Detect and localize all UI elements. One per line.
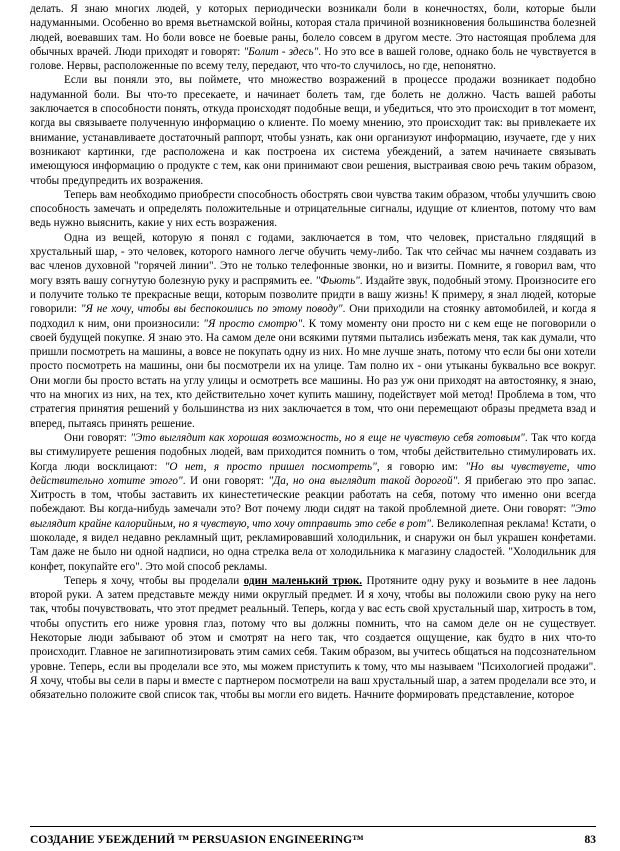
paragraph-text: . Так что когда вы стимулируете решения подобных людей, вам приходится помнить о том, чтобы действительно стимулировать их. Когда люди восклицают: [30,431,597,473]
paragraph-text: . К тому моменту они просто ни с кем еще не поговорили о своей будущей покупке. Я знаю это. На самом деле они всякими путями пытались избежать меня, так как думали, что пришли посмотреть на машины, а вовсе не покупать одну из них. Но мне лучше знать, потому что если бы они хотели просто посмотреть на машины, они бы посмотрели их на улице. Там полно их - они утыканы буквально все вокруг. Они могли бы просто встать на углу улицы и осмотреть все машины. Но раз уж они приходят на автостоянку, я знаю, что на многих из них, на тех, кто действительно хочет купить машину, подействует мой метод! Проблема в том, что стратегия принятия решений у большинства из них заключается в том, что они перемещают образы предмета взад и вперед, пытаясь принять решение. [30,317,597,430]
quoted-speech: "Да, но она выглядит такой дорогой" [268,474,458,487]
quoted-speech: "Это выглядит как хорошая возможность, но я еще не чувствую себя готовым" [130,431,525,444]
page-footer [30,826,596,846]
paragraph-text: , я говорю им: [376,460,466,473]
page-body [30,2,596,703]
paragraph-text: Протяните одну руку и возьмите в нее ладонь второй руки. А затем представьте между ними округлый предмет. И я хочу, чтобы вы положили свою руку на него так, чтобы почувствовать, что этот предмет реальный. Теперь, когда у вас есть свой хрустальный шар, хитрость в том, чтобы опустить его ниже уровня глаз, потому что вы должны помнить, что на самом деле он не существует. Некоторые люди забывают об этом и смотрят на него так, что создается ощущение, как будто в них что-то происходит. Главное не загипнотизировать этим самих себя. Таким образом, вы учитесь общаться на подсознательном уровне. Теперь, если вы проделали все это, мы можем приступить к тому, что мы называем "Психологией продажи". Я хочу, чтобы вы сели в пары и вместе с партнером посмотрели на ваш хрустальный шар, а затем проделали все это, и обязательно положите свой список так, чтобы вы могли его видеть. Начните формировать представление, которое [30,574,596,702]
footer-book-title: СОЗДАНИЕ УБЕЖДЕНИЙ ™ PERSUASION ENGINEERING™ [30,834,364,846]
body-paragraph [30,431,596,574]
quoted-speech: "Это выглядит крайне калорийным, но я чувствую, что хочу отправить это себе в рот" [30,503,596,530]
paragraph-text: делать. Я знаю многих людей, у которых периодически возникали боли в конечностях, боли, которые были надуманными. Особенно во время вьетнамской войны, которая стала причиной возникновения большинства болезней людей, воевавших там. Но боли вовсе не боевые раны, болело совсем в другом месте. Это настоящая проблема для обычных врачей. Люди приходят и говорят: [30,3,596,58]
body-paragraph [30,2,596,73]
paragraph-text: . И они говорят: [182,474,269,487]
paragraph-text: Они говорят: [64,431,131,444]
paragraph-text: . Издайте звук, подобный этому. Произносите его и получите только те прекрасные вещи, которым позволите придти в вашу жизнь! К примеру, я знал людей, которые говорили: [30,274,596,316]
body-paragraph [30,188,596,231]
quoted-speech: "Я просто смотрю" [203,317,303,330]
paragraph-text: Если вы поняли это, вы поймете, что множество возражений в процессе продажи возникает подобно надуманной боли. Вы что-то пресекаете, и начинает болеть там, где болеть не должно. Часть вашей работы заключается в способности понять, откуда происходят подобные вещи, и убедиться, что это происходит в тот момент, когда вы связываете полученную информацию о клиенте. По моему мнению, это происходит так: вы привлекаете их внимание, устанавливаете достаточный раппорт, чтобы узнать, как они организуют информацию, изучаете, где у них возникают картинки, где расположена и как построена их система убеждений, а затем начинаете связывать имеющуюся информацию о продукте с тем, как они принимают свои решения, выстраивая свою речь таким образом, чтобы предупредить их возражения. [30,74,596,187]
paragraph-text: Теперь я хочу, чтобы вы проделали [64,574,244,587]
quoted-speech: "Но вы чувствуете, что действительно хотите этого" [30,460,596,487]
paragraph-text: . Я прибегаю это про запас. Хитрость в том, чтобы заставить их кинестетические реакции работать на себя, потому что именно они всегда побеждают. Вы когда-нибудь замечали это? Вот почему люди сидят на такой проблемной диете. Они говорят: [30,474,597,516]
body-paragraph [30,574,596,703]
paragraph-text: Теперь вам необходимо приобрести способность обострять свои чувства таким образом, чтобы улучшить свою способность замечать и определять положительные и отрицательные сигналы, идущие от клиентов, потому что вам ведь нужно выяснить, какие у них есть возражения. [30,188,596,230]
emphasized-phrase: один маленький трюк. [243,574,363,587]
paragraph-text: Одна из вещей, которую я понял с годами, заключается в том, что человек, пристально глядящий в хрустальный шар, - это человек, которого намного легче обучить чему-либо. Так что сейчас мы начнем создавать из вас членов духовной "горячей линии". Это не только телефонные звонки, но и визиты. Помните, я говорил вам, что могу взять вашу согнутую болезную руку и распрямить ее. [30,231,596,287]
quoted-speech: "Я не хочу, чтобы вы беспокоились по этому поводу" [80,303,343,316]
body-paragraph [30,73,596,187]
paragraph-text: . Великолепная реклама! Кстати, о шоколаде, я видел недавно рекламный щит, рекламировавший холодильник, и снаружи он был украшен конфетами. Там даже не было ни одной надписи, но одна стрелка вела от холодильника к магазину сладостей. "Холодильник для конфет, покупайте его". Это мой способ рекламы. [30,517,596,573]
body-paragraph [30,231,596,431]
paragraph-text: . Они приходили на стоянку автомобилей, и когда я подходил к ним, они произносили: [30,303,596,330]
quoted-speech: "Фьють" [315,274,360,287]
quoted-speech: "Болит - здесь" [243,45,319,58]
footer-page-number: 83 [584,834,596,846]
paragraph-text: . Но это все в вашей голове, однако боль не чувствуется в голове. Нервы, расположенные по всему телу, передают, что что-то случилось, но где, непонятно. [30,45,596,73]
quoted-speech: "О нет, я просто пришел посмотреть" [164,460,377,473]
